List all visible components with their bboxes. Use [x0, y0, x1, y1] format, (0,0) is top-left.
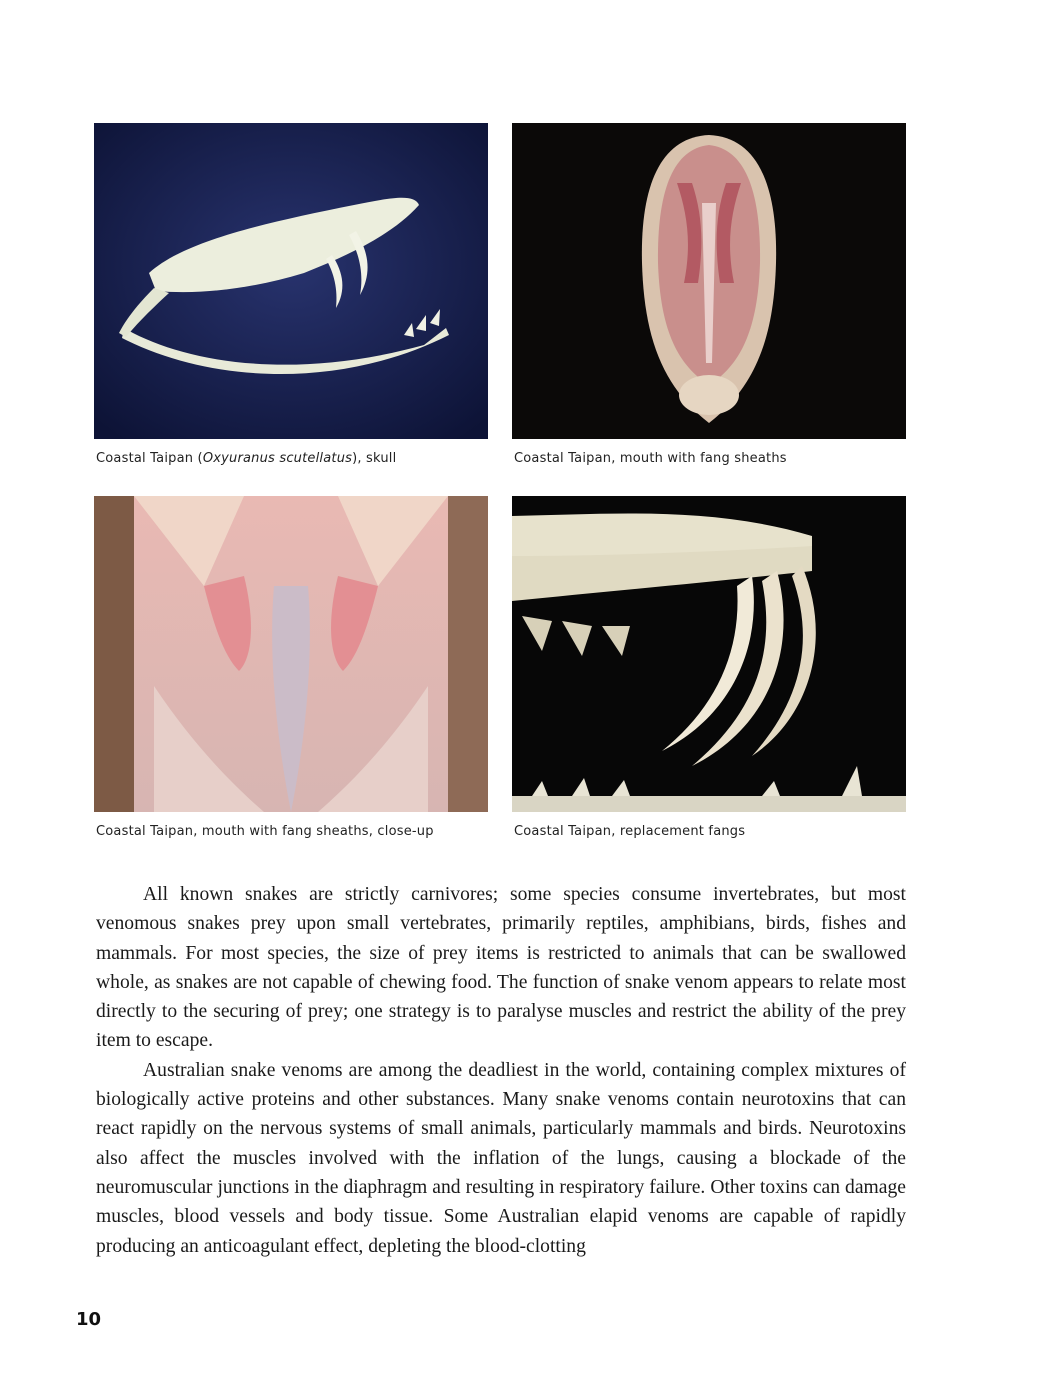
paragraph: Australian snake venoms are among the deadliest in the world, containing complex mixtures of biologically active proteins and other substances. Many snake venoms contain neurotoxins that can react rapidly on the nervous systems of small animals, particularly mammals and birds. Neurotoxins also affect the muscles involved with the inflation of the lungs, causing a blockade of the neuromuscular junctions in the diaphragm and resulting in respiratory failure. Other toxins can damage muscles, blood vessels and body tissue. Some Australian elapid venoms are capable of rapidly producing an anticoagulant effect, depleting the blood-clotting	[96, 1059, 906, 1257]
mouth-photo	[512, 123, 906, 439]
species-name: Oxyuranus scutellatus	[202, 451, 353, 466]
fang-sheaths-closeup-photo	[94, 496, 488, 812]
body-text	[96, 880, 906, 1261]
page-number: 10	[76, 1309, 102, 1330]
skull-photo	[94, 123, 488, 439]
paragraph: All known snakes are strictly carnivores; some species consume invertebrates, but most venomous snakes prey upon small vertebrates, primarily reptiles, amphibians, birds, fishes and mammals. For most species, the size of prey items is restricted to animals that can be swallowed whole, as snakes are not capable of chewing food. The function of snake venom appears to relate most directly to the securing of prey; one strategy is to paralyse muscles and restrict the ability of the prey item to escape.	[96, 884, 906, 1052]
mouth-caption: Coastal Taipan, mouth with fang sheaths	[514, 451, 787, 466]
closeup-caption: Coastal Taipan, mouth with fang sheaths, close-up	[96, 824, 434, 839]
skull-caption	[96, 451, 396, 466]
caption-text: ), skull	[352, 451, 397, 466]
caption-text: Coastal Taipan (	[96, 451, 203, 466]
replacement-fangs-photo	[512, 496, 906, 812]
fangs-caption: Coastal Taipan, replacement fangs	[514, 824, 746, 839]
